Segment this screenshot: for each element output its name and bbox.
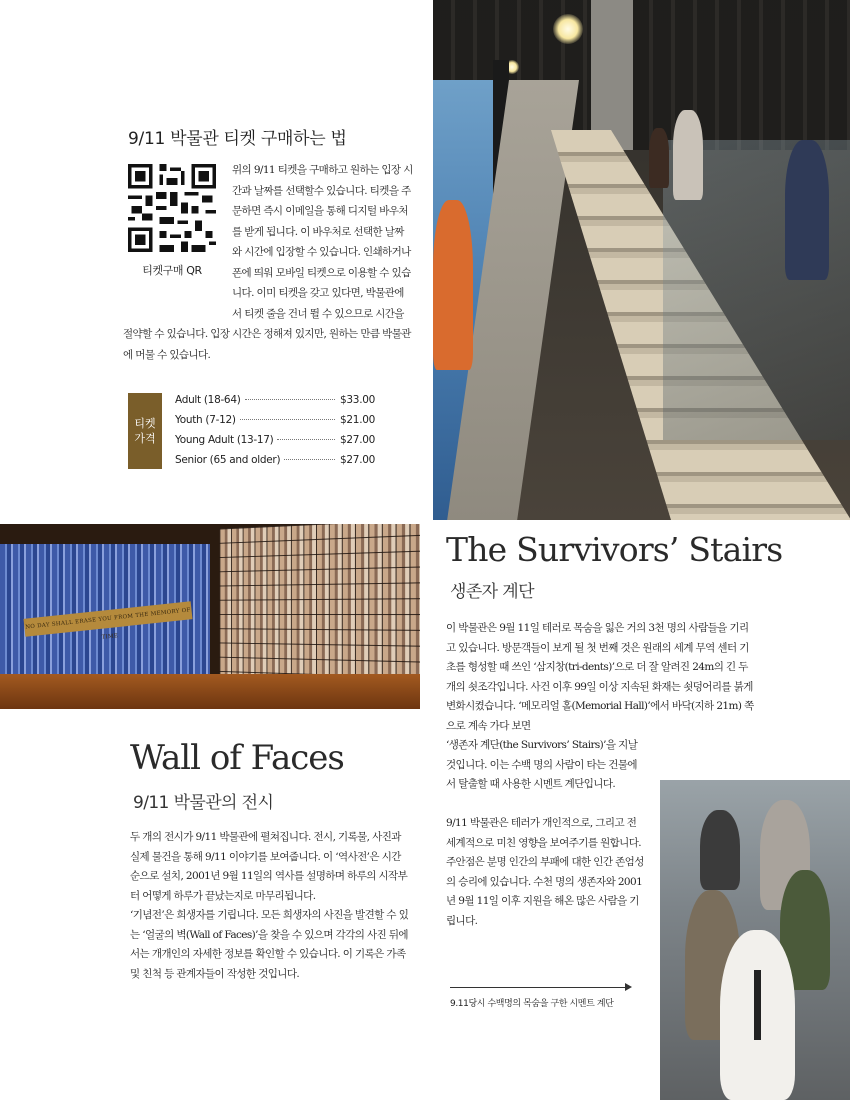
visitor [673, 110, 703, 200]
memorial-plaque: NO DAY SHALL ERASE YOU FROM THE MEMORY OF TIME [24, 601, 193, 636]
wall-of-faces-body [130, 828, 410, 984]
ticket-description [123, 160, 413, 365]
wall-of-faces-title: Wall of Faces [130, 738, 344, 778]
visitor [785, 140, 829, 280]
price-label: Young Adult (13-17) [175, 434, 274, 446]
price-amount: $27.00 [340, 434, 375, 446]
ticket-section-title: 9/11 박물관 티켓 구매하는 법 [128, 129, 347, 149]
necktie [754, 970, 761, 1040]
qr-wrap-spacer [123, 160, 232, 308]
price-amount: $27.00 [340, 454, 375, 466]
ceiling-light [553, 14, 583, 44]
price-amount: $21.00 [340, 414, 375, 426]
wall-of-faces-paragraph: ‘기념전’은 희생자를 기립니다. 모든 희생자의 사진을 발견할 수 있는 ‘얼굴의 벽(Wall of Faces)’을 찾을 수 있으며 각각의 사진 뒤에서는 개개인의 자세한 정보를 확인할 수 있습니다. 이 기록은 가족 및 친척 등 관계자들이 작성한 것입니다. [130, 909, 409, 980]
wall-of-faces-subtitle: 9/11 박물관의 전시 [133, 793, 274, 813]
price-row-young-adult [175, 430, 375, 450]
price-row-adult [175, 390, 375, 410]
photo-caption: 9.11당시 수백명의 목숨을 구한 시멘트 계단 [450, 999, 614, 1009]
arrow-right-icon [625, 983, 632, 991]
survivors-evacuation-photo [660, 780, 850, 1100]
ticket-description-text: 위의 9/11 티켓을 구매하고 원하는 입장 시간과 날짜를 선택할수 있습니다. 티켓을 주문하면 즉시 이메일을 통해 디지털 바우처를 받게 됩니다. 이 바우처로 선택한 날짜와 시간에 입장할 수 있습니다. 인쇄하거나 폰에 띄워 모바일 티켓으로 이용할 수 있습니다. 이미 티켓을 갖고 있다면, 박물관에서 티켓 줄을 건너 뛸 수 있으므로 시간을 절약할 수 있습니다. 입장 시간은 정해져 있지만, 원하는 만큼 박물관에 머물 수 있습니다. [123, 164, 413, 361]
dot-leader [277, 439, 335, 440]
price-row-senior [175, 450, 375, 470]
dot-leader [284, 459, 335, 460]
pillar [591, 0, 633, 150]
survivors-stairs-subtitle: 생존자 계단 [450, 582, 534, 602]
paragraph-wide-part: 이 박물관은 9월 11일 테러로 목숨을 잃은 거의 3천 명의 사람들을 기리고 있습니다. 방문객들이 보게 될 첫 번째 것은 원래의 세계 무역 센터 기초를 형성할 때 쓰인 ‘삼지창(tri-dents)’으로 더 잘 알려진 24m의 긴 두 개의 쇳조각입니다. 사건 이후 99일 이상 지속된 화재는 쇳덩어리를 붉게 변화시켰습니다. ‘메모리얼 홀(Memorial Hall)’에서 바닥(지하 21m) 쪽으로 계속 가다 보면 [446, 622, 754, 732]
visitor [649, 128, 669, 188]
price-label: Senior (65 and older) [175, 454, 281, 466]
survivor-figure [700, 810, 740, 890]
ticket-price-badge [128, 393, 162, 469]
dot-leader [245, 399, 336, 400]
survivors-stairs-photo [433, 0, 850, 520]
gallery-floor [0, 674, 420, 709]
survivors-stairs-paragraph: ‘생존자 계단(the Survivors’ Stairs)’을 지날 것입니다. 이는 수백 명의 사람이 타는 건물에서 탈출할 때 사용한 시멘트 계단입니다. [446, 739, 638, 790]
survivors-stairs-paragraph: 9/11 박물관은 테러가 개인적으로, 그리고 전 세계적으로 미친 영향을 보여주기를 원합니다. 주안점은 분명 인간의 부패에 대한 인간 존엄성의 승리에 있습니다. 수천 명의 생존자와 2001년 9월 11일 이후 지원을 해온 많은 사람을 기립니다. [446, 817, 644, 927]
qr-caption: 티켓구매 QR [142, 264, 202, 277]
price-badge-line2: 가격 [134, 432, 156, 445]
price-badge-line1: 티켓 [134, 417, 156, 430]
caption-arrow-line [450, 987, 630, 988]
visitor [433, 200, 473, 370]
price-amount: $33.00 [340, 394, 375, 406]
wall-of-faces-photo [0, 524, 420, 709]
price-label: Youth (7-12) [175, 414, 236, 426]
dot-leader [240, 419, 335, 420]
price-list [175, 390, 375, 470]
survivors-stairs-paragraph [446, 619, 756, 736]
wall-of-faces-paragraph: 두 개의 전시가 9/11 박물관에 펼쳐집니다. 전시, 기록물, 사진과 실제 물건을 통해 9/11 이야기를 보여줍니다. 이 ‘역사전’은 시간순으로 설치, 2001년 9월 11일의 역사를 설명하며 하루의 시작부터 어떻게 하루가 끝났는지로 마무리됩니다. [130, 831, 408, 902]
survivors-stairs-title: The Survivors’ Stairs [446, 530, 783, 569]
price-label: Adult (18-64) [175, 394, 241, 406]
price-row-youth [175, 410, 375, 430]
